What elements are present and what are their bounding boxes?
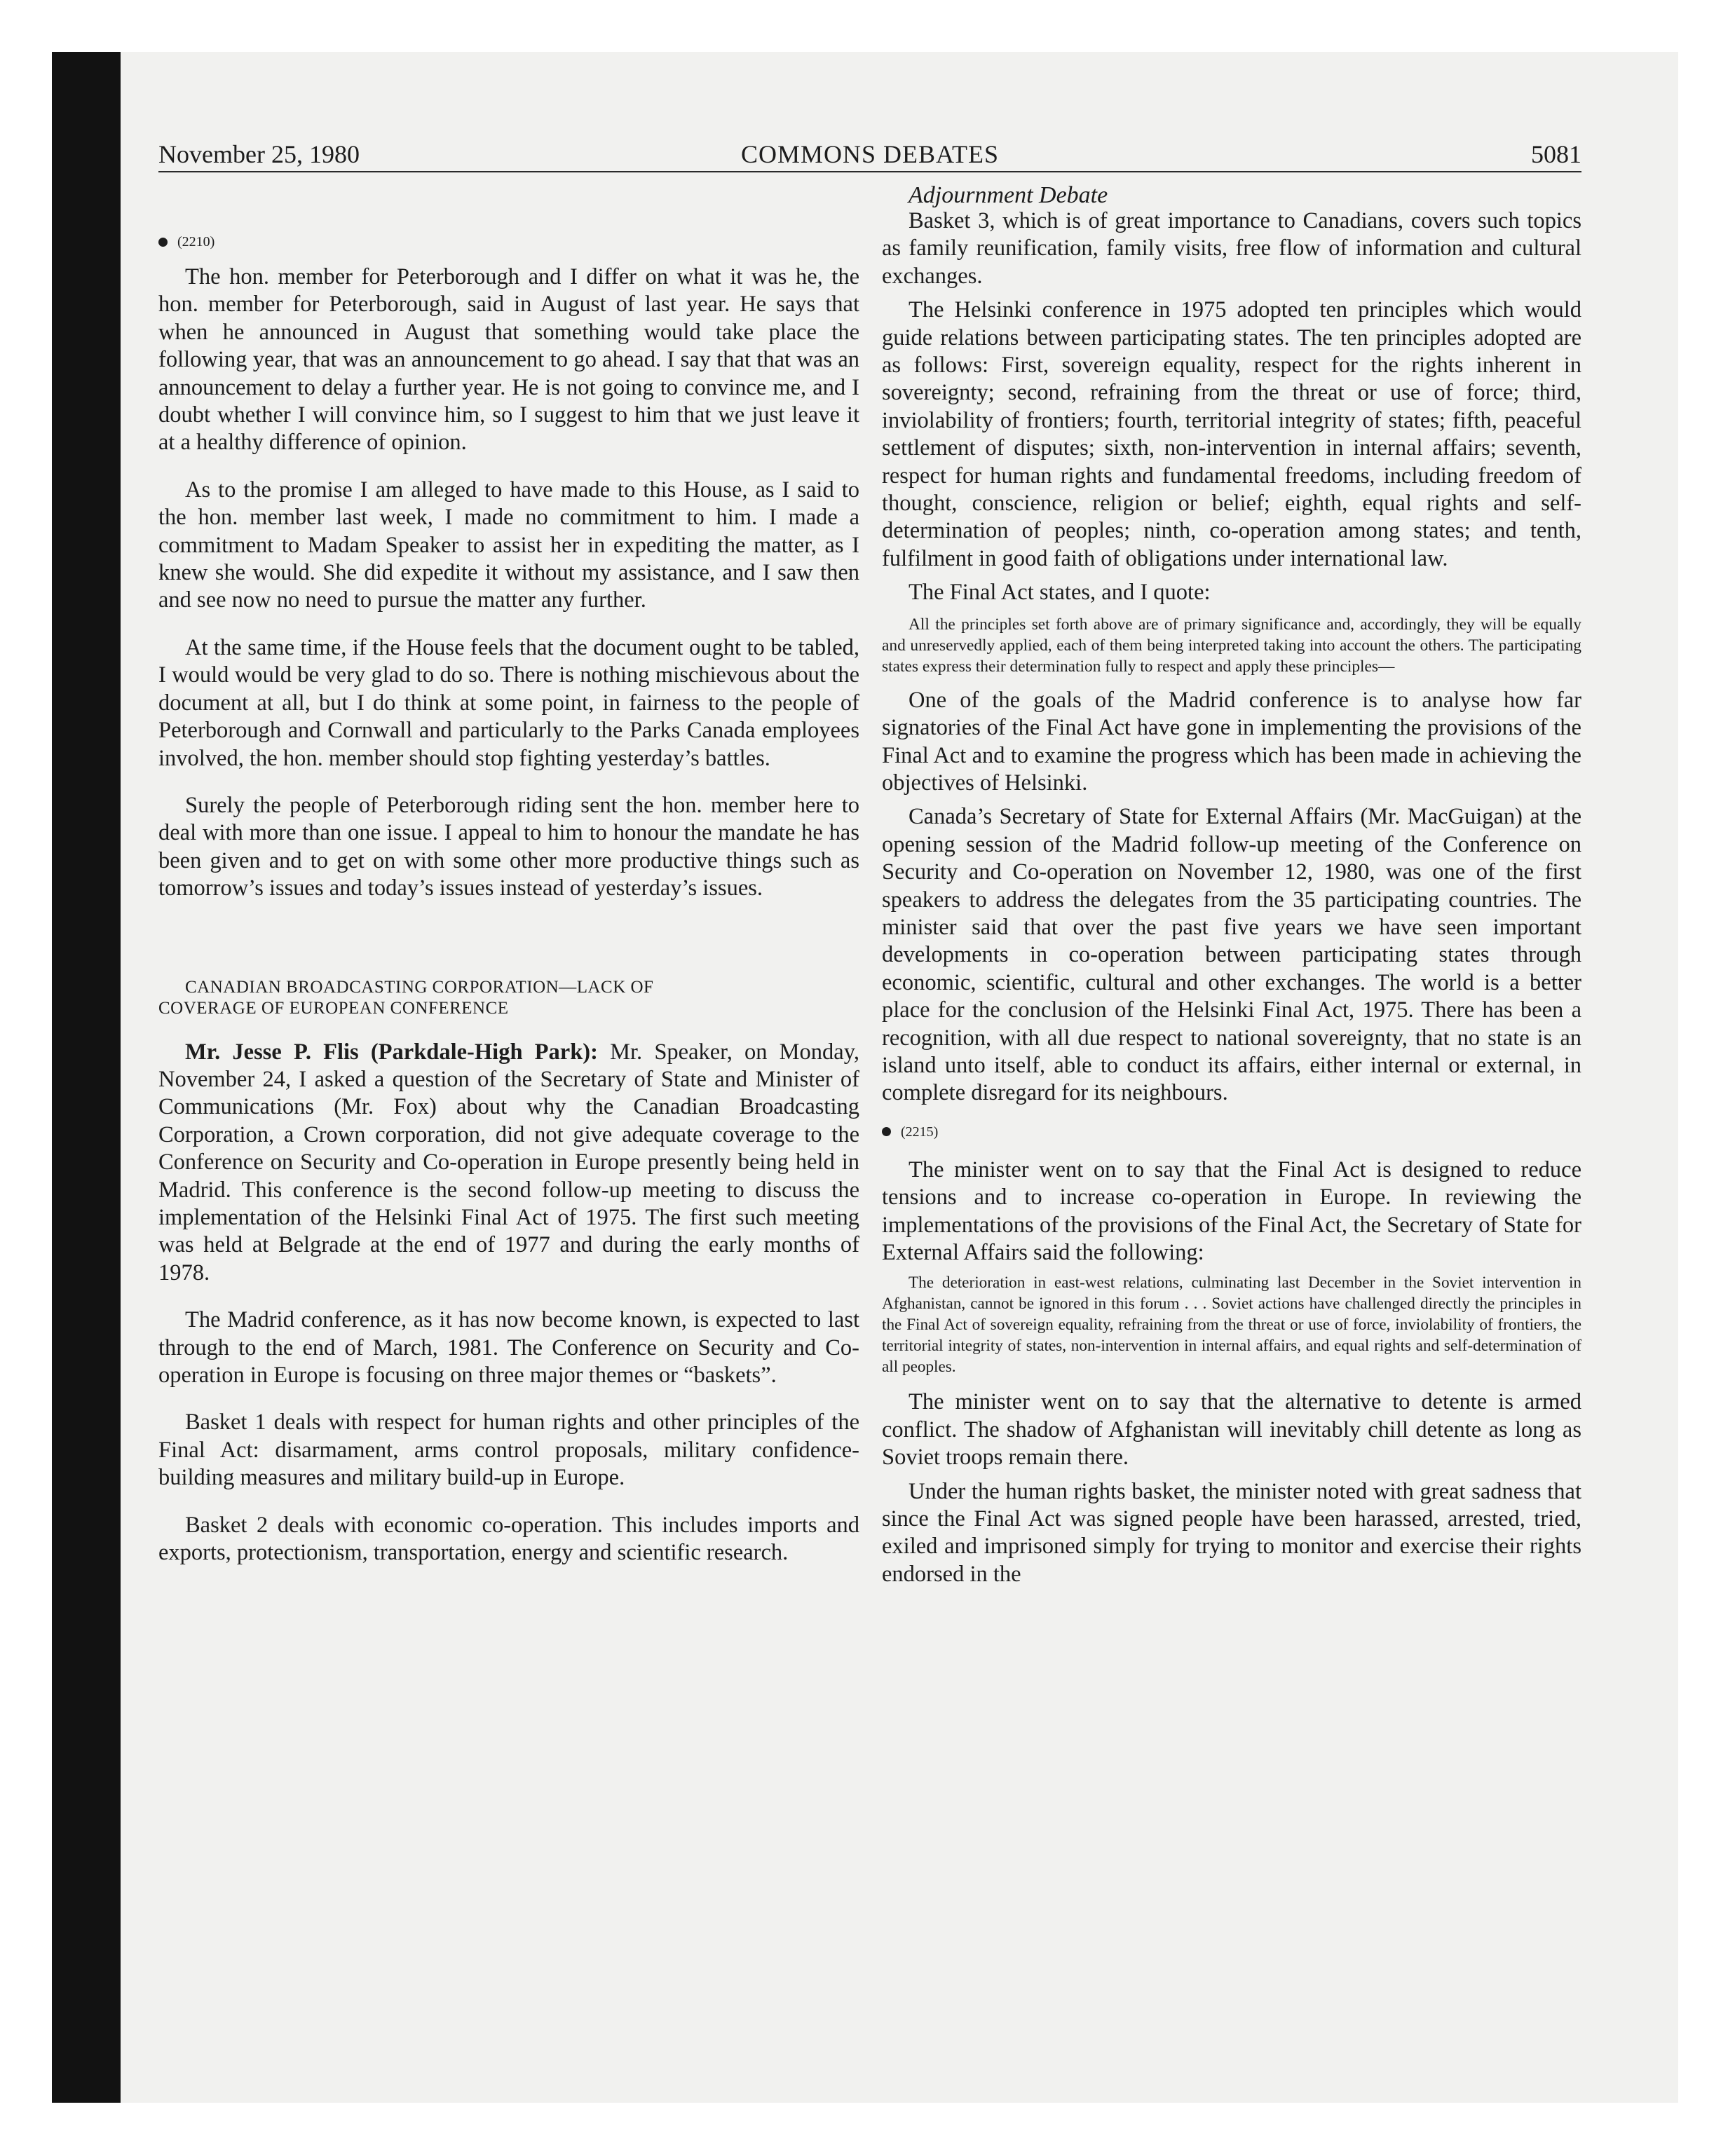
paragraph: As to the promise I am alleged to have made to this House, as I said to the hon. member last week, I made no commitment to him. I made a commitment to Madam Speaker to assist her in expediting the matter, as I knew she would. She did expedite it without my assistance, and I saw then and see now no need to pursue the matter any further.: [158, 477, 859, 613]
time-marker: [882, 1121, 1581, 1142]
bullet-icon: [882, 1127, 891, 1136]
paragraph: The minister went on to say that the alternative to detente is armed conflict. The shadow of Afghanistan will inevitably chill detente as long as Soviet troops remain there.: [882, 1389, 1581, 1471]
section-heading-line: COVERAGE OF EUROPEAN CONFERENCE: [158, 998, 509, 1018]
paragraph: The Helsinki conference in 1975 adopted ten principles which would guide relations between participating states. The ten principles adopted are as follows: First, sovereign equality, respect for the rights inherent in sovereignty; second, refraining from the threat or use of force; third, inviolability of frontiers; fourth, territorial integrity of states; fifth, peaceful settlement of disputes; sixth, non-intervention in internal affairs; seventh, respect for human rights and fundamental freedoms, including freedom of thought, conscience, religion or belief; eighth, equal rights and self-determination of peoples; ninth, co-operation among states; and tenth, fulfilment in good faith of obligations under international law.: [882, 297, 1581, 571]
binding-edge: [52, 52, 121, 2103]
bullet-icon: [158, 238, 168, 247]
section-heading-line: CANADIAN BROADCASTING CORPORATION—LACK OF: [185, 977, 654, 997]
paragraph: Basket 2 deals with economic co-operation. This includes imports and exports, protectionism, transportation, energy and scientific research.: [158, 1512, 859, 1566]
paragraph: One of the goals of the Madrid conference is to analyse how far signatories of the Final Act have gone in implementing the provisions of the Final Act and to examine the progress which has been made in achieving the objectives of Helsinki.: [882, 687, 1581, 796]
paragraph: The minister went on to say that the Final Act is designed to reduce tensions and to increase co-operation in Europe. In reviewing the implementations of the provisions of the Final Act, the Secretary of State for External Affairs said the following:: [882, 1157, 1581, 1265]
block-quote: The deterioration in east-west relations, culminating last December in the Soviet intervention in Afghanistan, cannot be ignored in this forum . . . Soviet actions have challenged directly the principles in the Final Act of sovereign equality, refraining from the threat or use of force, inviolability of frontiers, the territorial integrity of states, non-intervention in internal affairs, and equal rights and self-determination of all peoples.: [882, 1274, 1581, 1377]
time-marker-label: (2210): [177, 234, 215, 250]
paragraph: The hon. member for Peterborough and I differ on what it was he, the hon. member for Peterborough, said in August of last year. He says that when he announced in August that something would take place the following year, that was an announcement to go ahead. I say that that was an announcement to delay a further year. He is not going to convince me, and I doubt whether I will convince him, so I suggest to him that we just leave it at a healthy difference of opinion.: [158, 264, 859, 456]
speech-paragraph: [158, 1039, 859, 1288]
page-header: [158, 137, 1581, 172]
section-title: Adjournment Debate: [909, 182, 1108, 208]
speaker-name: Mr. Jesse P. Flis (Parkdale-High Park):: [185, 1039, 598, 1065]
paragraph: The Madrid conference, as it has now become known, is expected to last through to the end of March, 1981. The Conference on Security and Co-operation in Europe is focusing on three major themes or “baskets”.: [158, 1307, 859, 1388]
block-quote: All the principles set forth above are of primary significance and, accordingly, they will be equally and unreservedly applied, each of them being interpreted taking into account the others. The participating states express their determination fully to respect and apply these principles—: [882, 615, 1581, 676]
paragraph: Surely the people of Peterborough riding sent the hon. member here to deal with more than one issue. I appeal to him to honour the mandate he has been given and to get on with some other more productive things such as tomorrow’s issues and today’s issues instead of yesterday’s issues.: [158, 792, 859, 901]
speech-text: Mr. Speaker, on Monday, November 24, I asked a question of the Secretary of State and Minister of Communications (Mr. Fox) about why the Canadian Broadcasting Corporation, a Crown corporation, did not give adequate coverage to the Conference on Security and Co-operation in Europe presently being held in Madrid. This conference is the second follow-up meeting to discuss the implementation of the Helsinki Final Act of 1975. The first such meeting was held at Belgrade at the end of 1977 and during the early months of 1978.: [158, 1039, 859, 1285]
paragraph: At the same time, if the House feels that the document ought to be tabled, I would would be very glad to do so. There is nothing mischievous about the document at all, but I do think at some point, in fairness to the people of Peterborough and Cornwall and particularly to the Parks Canada employees involved, the hon. member should stop fighting yesterday’s battles.: [158, 634, 859, 771]
header-date: November 25, 1980: [158, 140, 360, 168]
paragraph: Under the human rights basket, the minister noted with great sadness that since the Final Act was signed people have been harassed, arrested, tried, exiled and imprisoned simply for trying to monitor and exercise their rights endorsed in the: [882, 1478, 1581, 1587]
paragraph: Basket 3, which is of great importance to Canadians, covers such topics as family reunification, family visits, free flow of information and cultural exchanges.: [882, 208, 1581, 289]
left-column: [158, 184, 859, 1567]
header-title: COMMONS DEBATES: [740, 140, 1000, 168]
time-marker-label: (2215): [901, 1124, 939, 1140]
paragraph: Canada’s Secretary of State for External Affairs (Mr. MacGuigan) at the opening session of the Madrid follow-up meeting of the Conference on Security and Co-operation on November 12, 1980, was one of the first speakers to address the delegates from the 35 participating countries. The minister said that over the past five years we have seen important developments in co-operation between participating states through economic, scientific, cultural and other exchanges. The world is a better place for the conclusion of the Helsinki Final Act, 1975. There has been a recognition, with all due respect to national sovereignty, that no state is an island unto itself, able to conduct its affairs, either internal or external, in complete disregard for its neighbours.: [882, 804, 1581, 1106]
right-column: [882, 184, 1581, 1588]
paragraph: The Final Act states, and I quote:: [909, 580, 1211, 606]
time-marker: [158, 231, 859, 252]
header-page-number: 5081: [1531, 140, 1581, 168]
paragraph: Basket 1 deals with respect for human rights and other principles of the Final Act: disarmament, arms control proposals, military confidence-building measures and military build-up in Europe.: [158, 1410, 859, 1491]
